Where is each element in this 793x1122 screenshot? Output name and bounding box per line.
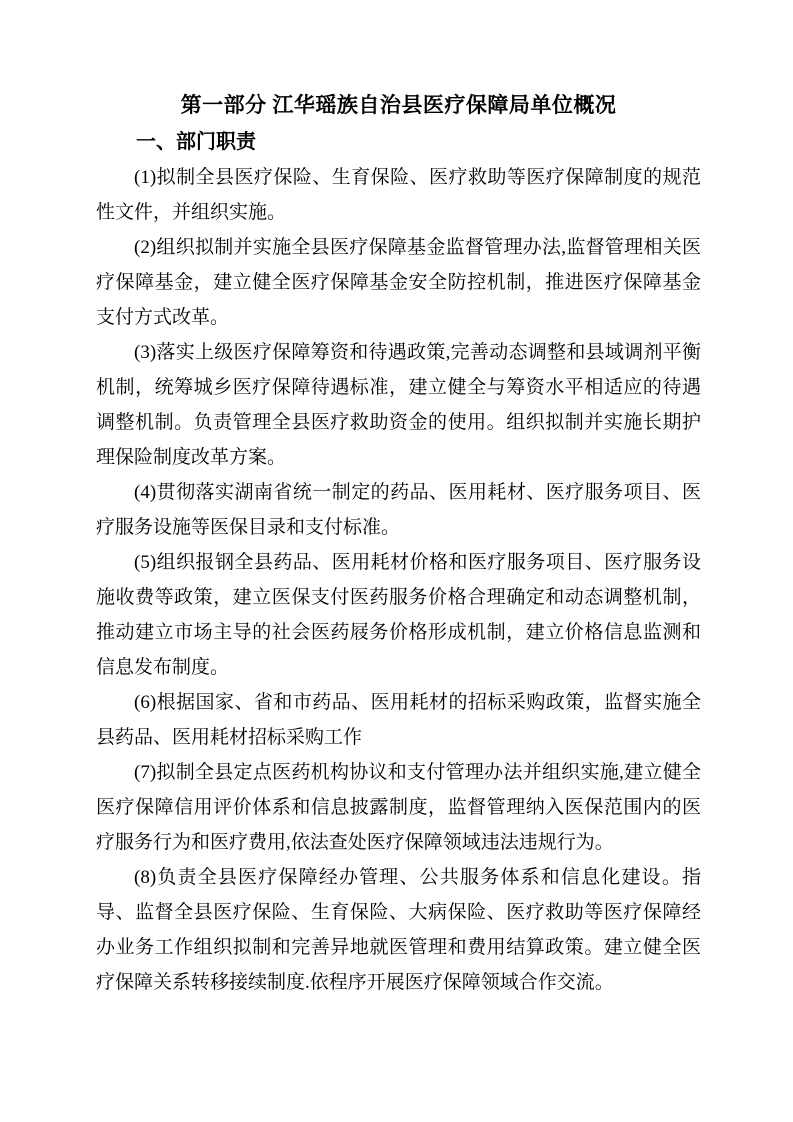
duty-paragraph-1: (1)拟制全县医疗保险、生育保险、医疗救助等医疗保障制度的规范性文件，并组织实施。 [96,167,701,223]
duty-paragraph-8: (8)负责全县医疗保障经办管理、公共服务体系和信息化建设。指导、监督全县医疗保险、生育保险、大病保险、医疗救助等医疗保障经办业务工作组织拟制和完善异地就医管理和费用结算政策。建立健全医疗保障关系转移接续制度.依程序开展医疗保障领域合作交流。 [96,867,701,993]
duty-paragraph-5: (5)组织报钢全县药品、医用耗材价格和医疗服务项目、医疗服务设施收费等政策，建立医保支付医药服务价格合理确定和动态调整机制，推动建立市场主导的社会医药屐务价格形成机制，建立价格信息监测和信息发布制度。 [96,552,701,678]
section-heading: 一、部门职责 [136,131,256,153]
duty-paragraph-7: (7)拟制全县定点医药机构协议和支付管理办法并组织实施,建立健全医疗保障信用评价体系和信息披露制度，监督管理纳入医保范围内的医疗服务行为和医疗费用,依法查处医疗保障领域违法违规行为。 [96,762,701,853]
duty-paragraph-6: (6)根据国家、省和市药品、医用耗材的招标采购政策，监督实施全县药品、医用耗材招标采购工作 [96,692,701,748]
duty-paragraph-3: (3)落实上级医疗保障筹资和待遇政策,完善动态调整和县域调剂平衡机制，统筹城乡医疗保障待遇标准，建立健全与筹资水平相适应的待遇调整机制。负责管理全县医疗救助资金的使用。组织拟制并实施长期护理保险制度改革方案。 [96,342,701,468]
duty-paragraph-4: (4)贯彻落实湖南省统一制定的药品、医用耗材、医疗服务项目、医疗服务设施等医保目录和支付标准。 [96,482,701,538]
duty-paragraph-2: (2)组织拟制并实施全县医疗保障基金监督管理办法,监督管理相关医疗保障基金，建立健全医疗保障基金安全防控机制，推进医疗保障基金支付方式改革。 [96,237,701,328]
document-title: 第一部分 江华瑶族自治县医疗保障局单位概况 [180,93,617,117]
